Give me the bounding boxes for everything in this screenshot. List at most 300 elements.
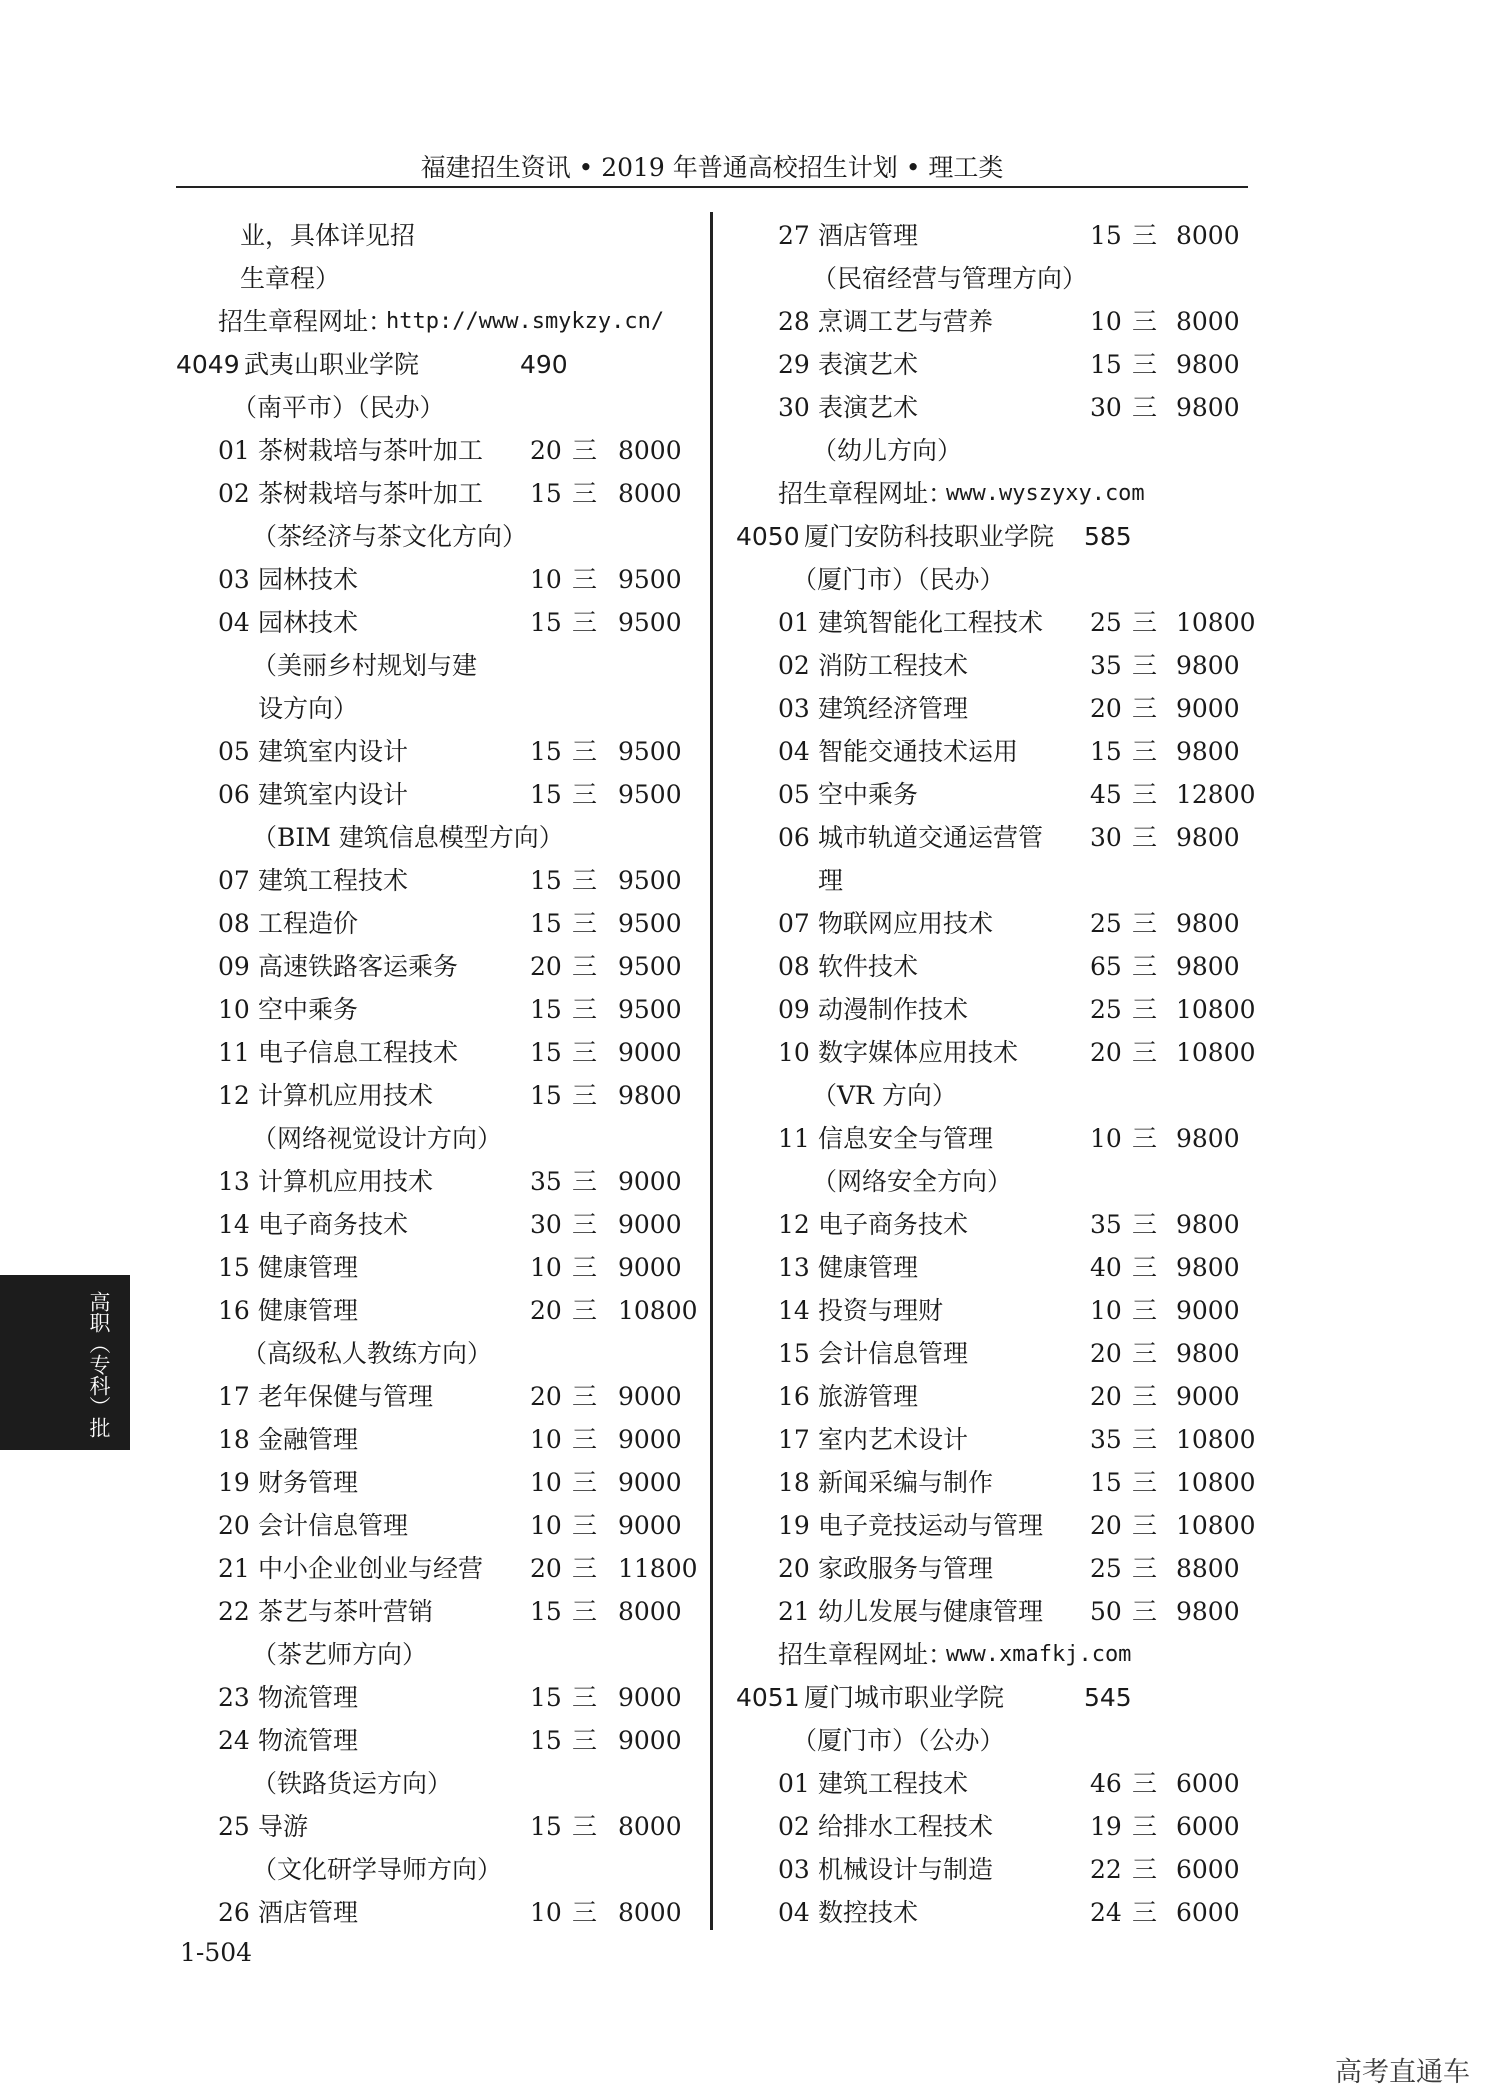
study-years: 三 bbox=[1132, 1210, 1158, 1239]
major-name: 电子信息工程技术 bbox=[258, 1038, 459, 1067]
major-row bbox=[176, 732, 682, 772]
admission-url-line bbox=[176, 302, 676, 342]
major-row bbox=[176, 474, 682, 514]
admission-url-line bbox=[736, 474, 1248, 514]
study-years: 三 bbox=[1132, 737, 1158, 766]
major-number: 14 bbox=[218, 1210, 250, 1239]
major-name: 建筑工程技术 bbox=[818, 1769, 969, 1798]
major-number: 14 bbox=[778, 1296, 810, 1325]
major-name: 电子商务技术 bbox=[818, 1210, 969, 1239]
study-years: 三 bbox=[1132, 1425, 1158, 1454]
major-row bbox=[736, 1119, 1248, 1159]
major-direction bbox=[736, 1076, 1248, 1116]
enrollment-count: 15 bbox=[530, 608, 562, 637]
major-row bbox=[176, 1549, 698, 1589]
tuition-fee: 9800 bbox=[1176, 1124, 1240, 1153]
major-number: 07 bbox=[218, 866, 250, 895]
study-years: 三 bbox=[1132, 995, 1158, 1024]
study-years: 三 bbox=[572, 1726, 598, 1755]
tuition-fee: 9800 bbox=[1176, 651, 1240, 680]
major-number: 03 bbox=[778, 1855, 810, 1884]
major-direction bbox=[176, 1635, 676, 1675]
major-number: 04 bbox=[778, 1898, 810, 1927]
enrollment-count: 50 bbox=[1090, 1597, 1122, 1626]
line-text: 生章程） bbox=[240, 264, 341, 293]
study-years: 三 bbox=[1132, 1554, 1158, 1583]
line-text: （民宿经营与管理方向） bbox=[812, 264, 1088, 293]
major-name: 建筑室内设计 bbox=[258, 780, 409, 809]
study-years: 三 bbox=[1132, 1124, 1158, 1153]
tuition-fee: 8000 bbox=[1176, 307, 1240, 336]
study-years: 三 bbox=[572, 436, 598, 465]
enrollment-count: 35 bbox=[1090, 1210, 1122, 1239]
study-years: 三 bbox=[572, 1167, 598, 1196]
major-name: 物联网应用技术 bbox=[818, 909, 994, 938]
major-name: 烹调工艺与营养 bbox=[818, 307, 994, 336]
school-location bbox=[736, 560, 1248, 600]
enrollment-count: 24 bbox=[1090, 1898, 1122, 1927]
enrollment-count: 25 bbox=[1090, 608, 1122, 637]
major-direction bbox=[736, 431, 1248, 471]
enrollment-count: 65 bbox=[1090, 952, 1122, 981]
school-total: 490 bbox=[520, 350, 568, 379]
line-text: （厦门市）（公办） bbox=[792, 1726, 1005, 1755]
tuition-fee: 9800 bbox=[618, 1081, 682, 1110]
study-years: 三 bbox=[1132, 823, 1158, 852]
tuition-fee: 10800 bbox=[1176, 608, 1256, 637]
major-name: 酒店管理 bbox=[258, 1898, 359, 1927]
major-name: 软件技术 bbox=[818, 952, 919, 981]
major-number: 10 bbox=[218, 995, 250, 1024]
major-name: 电子竞技运动与管理 bbox=[818, 1511, 1044, 1540]
major-row bbox=[176, 1420, 682, 1460]
study-years: 三 bbox=[1132, 651, 1158, 680]
major-name: 茶艺与茶叶营销 bbox=[258, 1597, 434, 1626]
major-name: 数控技术 bbox=[818, 1898, 919, 1927]
line-text: （文化研学导师方向） bbox=[252, 1855, 503, 1884]
major-row bbox=[176, 603, 682, 643]
major-number: 05 bbox=[218, 737, 250, 766]
major-row bbox=[736, 904, 1248, 944]
major-number: 01 bbox=[218, 436, 250, 465]
school-heading bbox=[736, 517, 1248, 557]
study-years: 三 bbox=[1132, 307, 1158, 336]
enrollment-count: 19 bbox=[1090, 1812, 1122, 1841]
tuition-fee: 9800 bbox=[1176, 737, 1240, 766]
major-number: 03 bbox=[778, 694, 810, 723]
major-row bbox=[736, 1420, 1256, 1460]
tuition-fee: 9800 bbox=[1176, 393, 1240, 422]
major-number: 02 bbox=[778, 651, 810, 680]
tuition-fee: 8000 bbox=[618, 1898, 682, 1927]
school-total: 585 bbox=[1084, 522, 1132, 551]
major-number: 09 bbox=[218, 952, 250, 981]
side-tab-label: 高职（专科）批 bbox=[87, 1291, 111, 1438]
enrollment-count: 15 bbox=[530, 479, 562, 508]
major-row bbox=[736, 947, 1248, 987]
major-row bbox=[176, 431, 682, 471]
study-years: 三 bbox=[1132, 1382, 1158, 1411]
admission-url: www.wyszyxy.com bbox=[946, 481, 1145, 506]
tuition-fee: 9800 bbox=[1176, 1210, 1240, 1239]
major-name: 空中乘务 bbox=[258, 995, 359, 1024]
url-label: 招生章程网址： bbox=[778, 479, 954, 508]
enrollment-count: 15 bbox=[530, 1081, 562, 1110]
major-number: 17 bbox=[218, 1382, 250, 1411]
tuition-fee: 10800 bbox=[1176, 1511, 1256, 1540]
enrollment-count: 15 bbox=[1090, 737, 1122, 766]
study-years: 三 bbox=[1132, 1855, 1158, 1884]
tuition-fee: 9800 bbox=[1176, 823, 1240, 852]
major-name: 会计信息管理 bbox=[258, 1511, 409, 1540]
tuition-fee: 9000 bbox=[618, 1038, 682, 1067]
study-years: 三 bbox=[572, 1038, 598, 1067]
major-name: 物流管理 bbox=[258, 1683, 359, 1712]
major-name: 旅游管理 bbox=[818, 1382, 919, 1411]
major-row bbox=[176, 1506, 682, 1546]
study-years: 三 bbox=[572, 1597, 598, 1626]
major-name: 园林技术 bbox=[258, 608, 359, 637]
study-years: 三 bbox=[1132, 1898, 1158, 1927]
major-number: 10 bbox=[778, 1038, 810, 1067]
study-years: 三 bbox=[1132, 350, 1158, 379]
study-years: 三 bbox=[572, 1253, 598, 1282]
major-row bbox=[176, 904, 682, 944]
study-years: 三 bbox=[1132, 694, 1158, 723]
line-text: （厦门市）（民办） bbox=[792, 565, 1005, 594]
major-name: 动漫制作技术 bbox=[818, 995, 969, 1024]
enrollment-count: 22 bbox=[1090, 1855, 1122, 1884]
major-number: 01 bbox=[778, 608, 810, 637]
major-number: 18 bbox=[218, 1425, 250, 1454]
major-row bbox=[176, 1893, 682, 1933]
major-number: 21 bbox=[218, 1554, 250, 1583]
major-row bbox=[736, 302, 1248, 342]
school-code: 4049 bbox=[176, 350, 240, 379]
major-row bbox=[176, 947, 682, 987]
tuition-fee: 9800 bbox=[1176, 952, 1240, 981]
study-years: 三 bbox=[572, 1468, 598, 1497]
study-years: 三 bbox=[1132, 1296, 1158, 1325]
study-years: 三 bbox=[1132, 1339, 1158, 1368]
study-years: 三 bbox=[1132, 1253, 1158, 1282]
study-years: 三 bbox=[572, 1898, 598, 1927]
major-number: 16 bbox=[778, 1382, 810, 1411]
major-row bbox=[736, 1807, 1248, 1847]
study-years: 三 bbox=[572, 1554, 598, 1583]
line-text: （茶艺师方向） bbox=[252, 1640, 428, 1669]
major-row bbox=[736, 1463, 1256, 1503]
study-years: 三 bbox=[572, 737, 598, 766]
study-years: 三 bbox=[572, 1296, 598, 1325]
enrollment-count: 15 bbox=[530, 1683, 562, 1712]
major-name: 金融管理 bbox=[258, 1425, 359, 1454]
major-row bbox=[736, 1850, 1248, 1890]
study-years: 三 bbox=[1132, 1468, 1158, 1497]
study-years: 三 bbox=[1132, 1597, 1158, 1626]
major-row bbox=[736, 216, 1248, 256]
major-row bbox=[736, 689, 1248, 729]
major-row bbox=[176, 1291, 698, 1331]
major-row bbox=[736, 732, 1248, 772]
major-name: 城市轨道交通运营管 bbox=[818, 823, 1044, 852]
major-row bbox=[176, 1807, 682, 1847]
enrollment-count: 35 bbox=[1090, 651, 1122, 680]
major-name: 建筑经济管理 bbox=[818, 694, 969, 723]
major-name: 园林技术 bbox=[258, 565, 359, 594]
enrollment-count: 10 bbox=[530, 565, 562, 594]
major-number: 21 bbox=[778, 1597, 810, 1626]
school-name: 武夷山职业学院 bbox=[244, 350, 420, 379]
study-years: 三 bbox=[572, 866, 598, 895]
study-years: 三 bbox=[1132, 1038, 1158, 1067]
major-name: 建筑智能化工程技术 bbox=[818, 608, 1044, 637]
tuition-fee: 10800 bbox=[1176, 1038, 1256, 1067]
enrollment-count: 10 bbox=[530, 1425, 562, 1454]
school-location bbox=[736, 1721, 1248, 1761]
major-row bbox=[736, 388, 1248, 428]
line-text: （VR 方向） bbox=[812, 1081, 957, 1110]
study-years: 三 bbox=[572, 565, 598, 594]
study-years: 三 bbox=[1132, 608, 1158, 637]
major-name: 数字媒体应用技术 bbox=[818, 1038, 1019, 1067]
study-years: 三 bbox=[572, 1683, 598, 1712]
enrollment-count: 20 bbox=[1090, 1038, 1122, 1067]
enrollment-count: 25 bbox=[1090, 909, 1122, 938]
tuition-fee: 9000 bbox=[1176, 1382, 1240, 1411]
enrollment-count: 30 bbox=[1090, 393, 1122, 422]
tuition-fee: 9000 bbox=[1176, 1296, 1240, 1325]
enrollment-count: 20 bbox=[1090, 694, 1122, 723]
major-direction bbox=[736, 259, 1248, 299]
enrollment-count: 35 bbox=[530, 1167, 562, 1196]
major-number: 26 bbox=[218, 1898, 250, 1927]
section-side-tab bbox=[0, 1275, 130, 1450]
major-name: 高速铁路客运乘务 bbox=[258, 952, 459, 981]
line-text: 设方向） bbox=[258, 694, 359, 723]
major-row bbox=[736, 1506, 1256, 1546]
major-row bbox=[736, 1549, 1248, 1589]
major-name: 智能交通技术运用 bbox=[818, 737, 1019, 766]
major-name: 会计信息管理 bbox=[818, 1339, 969, 1368]
tuition-fee: 6000 bbox=[1176, 1812, 1240, 1841]
school-total: 545 bbox=[1084, 1683, 1132, 1712]
major-number: 15 bbox=[218, 1253, 250, 1282]
line-text: （南平市）（民办） bbox=[232, 393, 445, 422]
major-name: 健康管理 bbox=[818, 1253, 919, 1282]
tuition-fee: 9500 bbox=[618, 565, 682, 594]
major-row bbox=[176, 1721, 682, 1761]
enrollment-count: 20 bbox=[1090, 1511, 1122, 1540]
enrollment-count: 15 bbox=[530, 909, 562, 938]
major-name: 电子商务技术 bbox=[258, 1210, 409, 1239]
school-code: 4050 bbox=[736, 522, 800, 551]
tuition-fee: 8800 bbox=[1176, 1554, 1240, 1583]
major-direction bbox=[176, 1850, 676, 1890]
tuition-fee: 9000 bbox=[618, 1683, 682, 1712]
major-number: 20 bbox=[218, 1511, 250, 1540]
major-row bbox=[176, 560, 682, 600]
major-row bbox=[736, 1893, 1248, 1933]
major-name: 空中乘务 bbox=[818, 780, 919, 809]
major-number: 06 bbox=[778, 823, 810, 852]
tuition-fee: 9800 bbox=[1176, 1339, 1240, 1368]
study-years: 三 bbox=[1132, 1812, 1158, 1841]
tuition-fee: 9500 bbox=[618, 866, 682, 895]
tuition-fee: 9000 bbox=[1176, 694, 1240, 723]
major-number: 11 bbox=[218, 1038, 250, 1067]
tuition-fee: 12800 bbox=[1176, 780, 1256, 809]
major-row bbox=[176, 1162, 682, 1202]
watermark: 高考直通车 bbox=[1335, 2057, 1470, 2088]
tuition-fee: 8000 bbox=[1176, 221, 1240, 250]
tuition-fee: 11800 bbox=[618, 1554, 698, 1583]
enrollment-count: 15 bbox=[1090, 221, 1122, 250]
major-number: 13 bbox=[778, 1253, 810, 1282]
major-name-cont bbox=[736, 861, 1248, 901]
major-row bbox=[176, 1377, 682, 1417]
line-text: （茶经济与茶文化方向） bbox=[252, 522, 528, 551]
study-years: 三 bbox=[572, 608, 598, 637]
study-years: 三 bbox=[572, 1081, 598, 1110]
study-years: 三 bbox=[1132, 909, 1158, 938]
study-years: 三 bbox=[572, 995, 598, 1024]
major-number: 29 bbox=[778, 350, 810, 379]
enrollment-count: 15 bbox=[530, 866, 562, 895]
enrollment-count: 10 bbox=[530, 1511, 562, 1540]
major-name: 表演艺术 bbox=[818, 393, 919, 422]
major-row bbox=[736, 775, 1256, 815]
major-name: 建筑工程技术 bbox=[258, 866, 409, 895]
major-number: 07 bbox=[778, 909, 810, 938]
school-name: 厦门城市职业学院 bbox=[804, 1683, 1005, 1712]
enrollment-count: 20 bbox=[1090, 1382, 1122, 1411]
major-row bbox=[176, 990, 682, 1030]
study-years: 三 bbox=[1132, 221, 1158, 250]
school-code: 4051 bbox=[736, 1683, 800, 1712]
line-text: （铁路货运方向） bbox=[252, 1769, 453, 1798]
tuition-fee: 9500 bbox=[618, 995, 682, 1024]
enrollment-count: 46 bbox=[1090, 1769, 1122, 1798]
major-name: 计算机应用技术 bbox=[258, 1081, 434, 1110]
page-number: 1-504 bbox=[180, 1938, 253, 1967]
study-years: 三 bbox=[1132, 1769, 1158, 1798]
major-row bbox=[176, 861, 682, 901]
study-years: 三 bbox=[572, 1812, 598, 1841]
major-row bbox=[736, 603, 1256, 643]
tuition-fee: 8000 bbox=[618, 479, 682, 508]
enrollment-count: 20 bbox=[530, 436, 562, 465]
tuition-fee: 10800 bbox=[1176, 1468, 1256, 1497]
tuition-fee: 9800 bbox=[1176, 350, 1240, 379]
tuition-fee: 9500 bbox=[618, 608, 682, 637]
major-number: 08 bbox=[218, 909, 250, 938]
admission-url: http://www.smykzy.cn/ bbox=[386, 309, 665, 334]
line-text: （网络视觉设计方向） bbox=[252, 1124, 503, 1153]
enrollment-count: 45 bbox=[1090, 780, 1122, 809]
enrollment-count: 20 bbox=[530, 1382, 562, 1411]
major-row bbox=[176, 1076, 682, 1116]
major-name: 室内艺术设计 bbox=[818, 1425, 969, 1454]
major-row bbox=[736, 818, 1248, 858]
major-number: 30 bbox=[778, 393, 810, 422]
major-row bbox=[736, 1205, 1248, 1245]
major-number: 01 bbox=[778, 1769, 810, 1798]
major-number: 15 bbox=[778, 1339, 810, 1368]
tuition-fee: 10800 bbox=[618, 1296, 698, 1325]
major-number: 02 bbox=[778, 1812, 810, 1841]
enrollment-count: 30 bbox=[530, 1210, 562, 1239]
major-number: 18 bbox=[778, 1468, 810, 1497]
major-number: 12 bbox=[778, 1210, 810, 1239]
major-name: 健康管理 bbox=[258, 1253, 359, 1282]
major-number: 28 bbox=[778, 307, 810, 336]
admission-url-line bbox=[736, 1635, 1248, 1675]
enrollment-count: 20 bbox=[1090, 1339, 1122, 1368]
major-number: 23 bbox=[218, 1683, 250, 1712]
major-number: 05 bbox=[778, 780, 810, 809]
major-row bbox=[736, 1033, 1256, 1073]
enrollment-count: 15 bbox=[530, 737, 562, 766]
major-name: 财务管理 bbox=[258, 1468, 359, 1497]
line-text: （高级私人教练方向） bbox=[242, 1339, 493, 1368]
tuition-fee: 6000 bbox=[1176, 1898, 1240, 1927]
enrollment-count: 20 bbox=[530, 1296, 562, 1325]
major-direction bbox=[176, 818, 676, 858]
tuition-fee: 8000 bbox=[618, 1812, 682, 1841]
major-row bbox=[736, 1592, 1248, 1632]
major-name: 老年保健与管理 bbox=[258, 1382, 434, 1411]
tuition-fee: 10800 bbox=[1176, 1425, 1256, 1454]
major-name: 家政服务与管理 bbox=[818, 1554, 994, 1583]
major-number: 19 bbox=[218, 1468, 250, 1497]
major-number: 12 bbox=[218, 1081, 250, 1110]
tuition-fee: 9800 bbox=[1176, 1253, 1240, 1282]
study-years: 三 bbox=[1132, 952, 1158, 981]
enrollment-count: 10 bbox=[1090, 1124, 1122, 1153]
major-direction bbox=[176, 1119, 676, 1159]
major-number: 04 bbox=[218, 608, 250, 637]
tuition-fee: 9000 bbox=[618, 1253, 682, 1282]
major-direction bbox=[736, 1162, 1248, 1202]
major-row bbox=[736, 1377, 1248, 1417]
major-name: 健康管理 bbox=[258, 1296, 359, 1325]
study-years: 三 bbox=[1132, 393, 1158, 422]
major-name: 信息安全与管理 bbox=[818, 1124, 994, 1153]
tuition-fee: 8000 bbox=[618, 1597, 682, 1626]
url-label: 招生章程网址： bbox=[778, 1640, 954, 1669]
major-row bbox=[176, 1248, 682, 1288]
line-text: 业，具体详见招 bbox=[240, 221, 416, 250]
major-number: 02 bbox=[218, 479, 250, 508]
line-text: 理 bbox=[818, 866, 844, 895]
enrollment-count: 40 bbox=[1090, 1253, 1122, 1282]
major-name: 投资与理财 bbox=[818, 1296, 944, 1325]
major-row bbox=[176, 1205, 682, 1245]
tuition-fee: 9800 bbox=[1176, 909, 1240, 938]
major-row bbox=[736, 1248, 1248, 1288]
tuition-fee: 9000 bbox=[618, 1210, 682, 1239]
header-rule bbox=[176, 186, 1248, 188]
major-name: 工程造价 bbox=[258, 909, 359, 938]
major-number: 11 bbox=[778, 1124, 810, 1153]
enrollment-count: 25 bbox=[1090, 995, 1122, 1024]
major-direction bbox=[176, 646, 676, 686]
column-divider bbox=[710, 212, 713, 1930]
url-label: 招生章程网址： bbox=[218, 307, 394, 336]
tuition-fee: 9000 bbox=[618, 1425, 682, 1454]
enrollment-count: 15 bbox=[530, 1038, 562, 1067]
